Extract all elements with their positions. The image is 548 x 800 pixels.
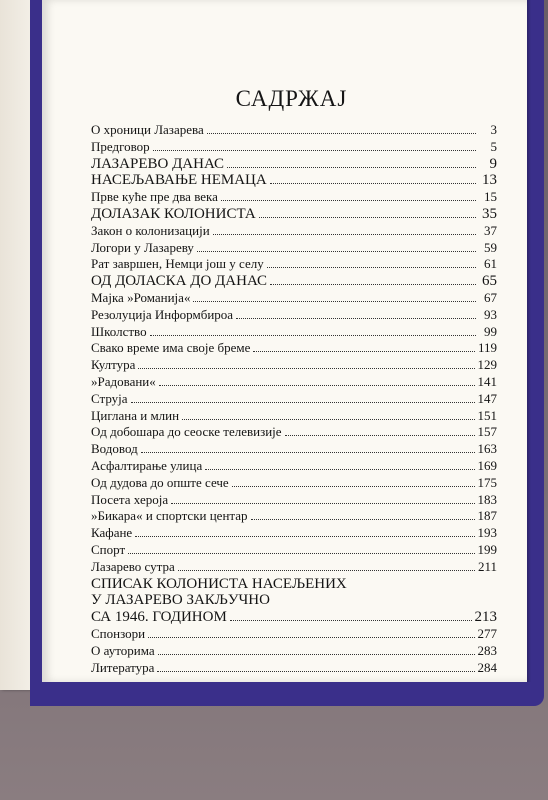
toc-entry xyxy=(91,172,497,189)
toc-entry-title: У ЛАЗАРЕВО ЗАКЉУЧНО xyxy=(91,592,270,609)
toc-entry xyxy=(91,307,497,324)
toc-entry xyxy=(91,273,497,290)
toc-entry-page: 213 xyxy=(474,609,497,626)
toc-entry-title: Рат завршен, Немци још у селу xyxy=(91,256,264,272)
toc-entry xyxy=(91,576,497,593)
toc-entry-page: 65 xyxy=(482,273,497,290)
toc-entry xyxy=(91,592,497,609)
toc-entry xyxy=(91,508,497,525)
dot-leader xyxy=(138,368,474,369)
toc-entry xyxy=(91,660,497,677)
toc-entry-title: СПИСАК КОЛОНИСТА НАСЕЉЕНИХ xyxy=(91,575,347,592)
toc-entry-title: Струја xyxy=(91,390,128,406)
toc-entry-title: ДОЛАЗАК КОЛОНИСТА xyxy=(91,205,256,222)
toc-entry-page: 163 xyxy=(477,441,497,457)
toc-entry-page: 13 xyxy=(482,172,497,189)
toc-entry xyxy=(91,408,497,425)
toc-list xyxy=(91,122,497,676)
dot-leader xyxy=(148,637,474,638)
toc-entry-page: 59 xyxy=(484,239,497,255)
toc-entry-title: Свако време има своје бреме xyxy=(91,340,251,356)
dot-leader xyxy=(141,452,475,453)
toc-entry-page: 169 xyxy=(477,457,497,473)
dot-leader xyxy=(232,486,475,487)
dot-leader xyxy=(159,385,475,386)
toc-entry-title: НАСЕЉАВАЊЕ НЕМАЦА xyxy=(91,172,267,189)
toc-entry xyxy=(91,256,497,273)
toc-entry-title: ОД ДОЛАСКА ДО ДАНАС xyxy=(91,273,268,290)
page-shadow xyxy=(527,0,531,682)
toc-entry xyxy=(91,240,497,257)
toc-entry-page: 284 xyxy=(477,659,497,675)
dot-leader xyxy=(253,351,475,352)
dot-leader xyxy=(285,435,475,436)
toc-entry-page: 129 xyxy=(477,357,497,373)
toc-entry-page: 187 xyxy=(477,508,497,524)
toc-entry-title: Водовод xyxy=(91,441,138,457)
toc-entry-title: Лазарево сутра xyxy=(91,558,175,574)
book-page xyxy=(42,0,527,682)
toc-entry-page: 5 xyxy=(490,138,497,154)
toc-entry xyxy=(91,290,497,307)
dot-leader xyxy=(153,150,476,151)
toc-entry-page: 67 xyxy=(484,289,497,305)
toc-entry-page: 3 xyxy=(490,122,497,137)
toc-entry-page: 147 xyxy=(477,390,497,406)
toc-entry xyxy=(91,223,497,240)
dot-leader xyxy=(193,301,476,302)
toc-entry xyxy=(91,441,497,458)
toc-heading: САДРЖАЈ xyxy=(235,86,348,111)
toc-entry-page: 277 xyxy=(477,625,497,641)
toc-entry xyxy=(91,357,497,374)
toc-entry-title: ЛАЗАРЕВО ДАНАС xyxy=(91,155,225,172)
dot-leader xyxy=(150,335,476,336)
dot-leader xyxy=(131,402,475,403)
toc-entry xyxy=(91,139,497,156)
toc-entry xyxy=(91,156,497,173)
dot-leader xyxy=(135,536,474,537)
dot-leader xyxy=(207,133,476,134)
toc-entry-title: Асфалтирање улица xyxy=(91,457,203,473)
toc-entry-title: О хроници Лазарева xyxy=(91,122,204,137)
toc-entry xyxy=(91,559,497,576)
toc-entry-page: 157 xyxy=(477,424,497,440)
toc-entry-title: Мајка »Романија« xyxy=(91,289,191,305)
toc-entry xyxy=(91,609,497,626)
toc-entry-title: Циглана и млин xyxy=(91,407,180,423)
toc-entry-title: Од добошара до сеоске телевизије xyxy=(91,424,282,440)
toc-entry-page: 175 xyxy=(477,474,497,490)
toc-entry-title: Логори у Лазареву xyxy=(91,239,194,255)
toc-entry xyxy=(91,206,497,223)
toc-entry-page: 15 xyxy=(484,189,497,205)
dot-leader xyxy=(251,519,475,520)
dot-leader xyxy=(259,217,476,218)
toc-entry-title: Литература xyxy=(91,659,155,675)
dot-leader xyxy=(270,183,476,184)
toc-entry-title: Посета хероја xyxy=(91,491,169,507)
dot-leader xyxy=(128,553,474,554)
toc-entry-title: Резолуција Информбироа xyxy=(91,306,234,322)
dot-leader xyxy=(178,570,475,571)
toc-entry xyxy=(91,458,497,475)
dot-leader xyxy=(270,284,476,285)
dot-leader xyxy=(182,419,474,420)
toc-entry xyxy=(91,424,497,441)
toc-entry-page: 9 xyxy=(489,155,497,172)
toc-entry xyxy=(91,626,497,643)
toc-entry-title: О ауторима xyxy=(91,642,155,658)
toc-entry-title: Култура xyxy=(91,357,136,373)
toc-entry-title: Закон о колонизацији xyxy=(91,222,210,238)
toc-entry-page: 61 xyxy=(484,256,497,272)
toc-entry xyxy=(91,374,497,391)
toc-entry-title: Спонзори xyxy=(91,625,146,641)
dot-leader xyxy=(157,671,474,672)
dot-leader xyxy=(236,318,476,319)
toc-entry-page: 37 xyxy=(484,222,497,238)
toc-entry-title: Предговор xyxy=(91,138,150,154)
toc-entry-title: Кафане xyxy=(91,525,133,541)
dot-leader xyxy=(230,620,472,621)
toc-entry-title: Прве куће пре два века xyxy=(91,189,218,205)
toc-entry-page: 99 xyxy=(484,323,497,339)
toc-entry-page: 119 xyxy=(477,340,497,356)
toc-entry-page: 151 xyxy=(477,407,497,423)
toc-entry-page: 183 xyxy=(477,491,497,507)
dot-leader xyxy=(171,503,474,504)
toc-entry xyxy=(91,475,497,492)
toc-entry-page: 193 xyxy=(477,525,497,541)
toc-entry-title: »Бикара« и спортски центар xyxy=(91,508,248,524)
toc-entry xyxy=(91,324,497,341)
toc-entry xyxy=(91,492,497,509)
toc-entry-page: 283 xyxy=(477,642,497,658)
dot-leader xyxy=(158,654,475,655)
toc-entry xyxy=(91,643,497,660)
toc-entry xyxy=(91,340,497,357)
toc-entry xyxy=(91,525,497,542)
toc-entry-title: Спорт xyxy=(91,541,126,557)
toc-entry-page: 199 xyxy=(477,541,497,557)
toc-entry-title: СА 1946. ГОДИНОМ xyxy=(91,609,227,626)
dot-leader xyxy=(227,167,476,168)
toc-entry xyxy=(91,189,497,206)
dot-leader xyxy=(267,267,476,268)
toc-entry-page: 211 xyxy=(477,558,497,574)
dot-leader xyxy=(205,469,474,470)
toc-entry-page: 35 xyxy=(482,205,497,222)
dot-leader xyxy=(197,251,476,252)
toc-entry-title: »Радовани« xyxy=(91,373,156,389)
toc-entry-page: 93 xyxy=(484,306,497,322)
toc-entry-page: 141 xyxy=(477,373,497,389)
toc-entry xyxy=(91,391,497,408)
toc-entry-title: Школство xyxy=(91,323,147,339)
dot-leader xyxy=(213,234,476,235)
toc-entry xyxy=(91,542,497,559)
toc-entry xyxy=(91,122,497,139)
dot-leader xyxy=(221,200,476,201)
toc-entry-title: Од дудова до опште сече xyxy=(91,474,229,490)
